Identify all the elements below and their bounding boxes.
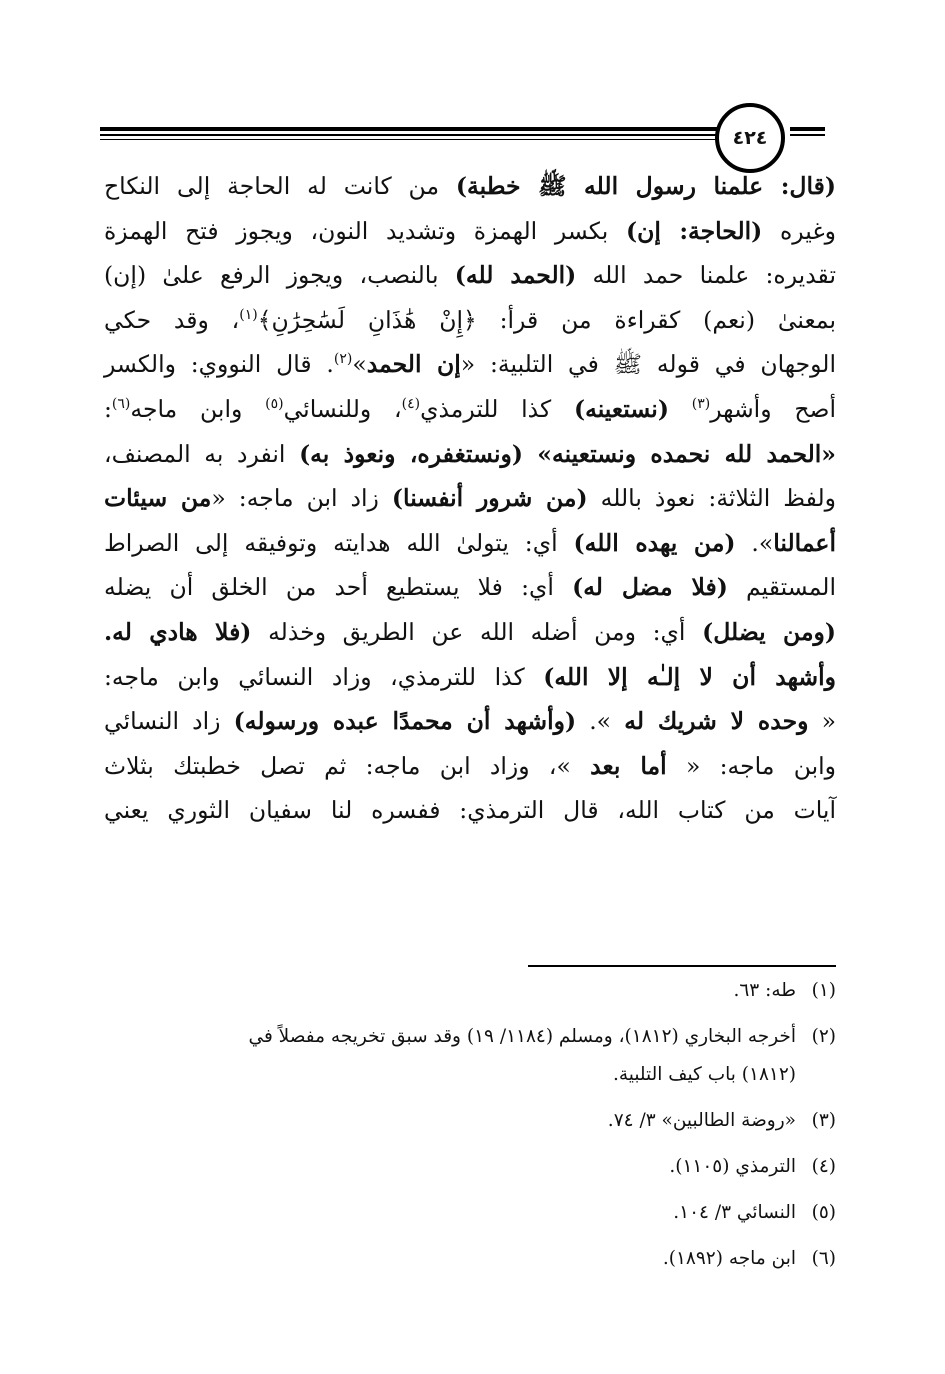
body-line <box>104 342 836 387</box>
body-line <box>104 209 836 254</box>
text-run: من كانت له الحاجة إلى النكاح <box>104 172 456 200</box>
footnotes <box>100 972 836 1286</box>
header-rule-tail <box>790 127 825 131</box>
body-line <box>104 565 836 610</box>
body-line <box>104 253 836 298</box>
footnote-line: طه: ٦٣. <box>733 980 796 1001</box>
body-line <box>104 521 836 566</box>
bold-text-run: وأشهد أن لا إلـٰه إلا الله) <box>543 662 837 691</box>
text-run: كذا للترمذي، وزاد النسائي وابن ماجه: <box>104 662 544 691</box>
footnote-text <box>100 972 796 1010</box>
header-rule-tail <box>790 134 825 136</box>
body-line <box>104 788 836 833</box>
body-line <box>104 476 836 521</box>
footnote-number: (٣) <box>811 1110 836 1131</box>
bold-text-run: أما بعد <box>590 751 667 780</box>
text-run: بمعنىٰ (نعم) كقراءة من قرأ: ﴿إِنْ هَٰذَانِ لَسَٰحِرَٰنِ﴾ <box>257 305 836 334</box>
bold-text-run: (من يهده الله) <box>573 528 736 557</box>
bold-text-run: من سيئات <box>104 484 212 513</box>
footnote-text <box>100 1148 796 1186</box>
footnote-item <box>100 972 836 1010</box>
footnote-item <box>100 1018 836 1094</box>
text-run: تقديره: علمنا حمد الله <box>576 261 836 290</box>
text-run: أي: فلا يستطيع أحد من الخلق أن يضله <box>104 573 573 602</box>
text-run: « <box>808 707 836 736</box>
footnote-number: (٦) <box>811 1248 836 1269</box>
footnote-item <box>100 1194 836 1232</box>
text-run: أصح وأشهر <box>710 394 836 423</box>
body-line <box>104 655 836 700</box>
footnote-text <box>100 1240 796 1278</box>
body-line <box>104 432 836 477</box>
text-run: بالنصب، ويجوز الرفع علىٰ (إن) <box>104 261 455 290</box>
bold-text-run: «الحمد لله نحمده ونستعينه» (ونستغفره، ونعوذ به) <box>299 439 836 468</box>
text-run: ». <box>735 528 774 557</box>
footnote-number: (٤) <box>811 1156 836 1177</box>
header-rule <box>100 139 720 140</box>
text-run: أي: ومن أضله الله عن الطريق وخذله <box>251 617 703 646</box>
page-header <box>100 100 825 170</box>
text-run: المستقيم <box>727 573 836 602</box>
bold-text-run: (ومن يضلل) <box>702 617 837 646</box>
text-run: . قال النووي: والكسر <box>104 350 334 379</box>
footnote-text <box>100 1194 796 1232</box>
bold-text-run: (فلا مضل له) <box>572 573 728 602</box>
footnote-separator <box>528 965 836 967</box>
footnote-reference: (٤) <box>401 396 421 413</box>
bold-text-run: (نستعينه) <box>573 394 669 423</box>
footnote-reference: (٢) <box>333 351 353 368</box>
footnote-text <box>100 1018 796 1094</box>
text-run: زاد النسائي <box>104 707 234 736</box>
main-body-text <box>104 164 836 833</box>
footnote-number: (٢) <box>811 1026 836 1047</box>
footnote-item <box>100 1102 836 1140</box>
body-line <box>104 164 836 209</box>
bold-text-run: وحده لا شريك له <box>624 707 809 736</box>
footnote-reference: (٦) <box>111 396 131 413</box>
footnote-item <box>100 1240 836 1278</box>
footnote-reference: (١) <box>239 306 258 323</box>
text-run: »، وزاد ابن ماجه: ثم تصل خطبتك بثلاث <box>104 751 591 780</box>
footnote-number: (٥) <box>811 1202 836 1223</box>
text-run: وابن ماجه: « <box>666 751 837 780</box>
text-run: زاد ابن ماجه: « <box>211 484 392 513</box>
footnote-line: ابن ماجه (١٨٩٢). <box>662 1248 796 1269</box>
footnote-line: «روضة الطالبين» ٣/ ٧٤. <box>607 1110 796 1131</box>
text-run: ، وللنسائي <box>283 394 402 423</box>
body-line <box>104 744 836 789</box>
bold-text-run: (الحمد لله) <box>454 261 577 290</box>
text-run <box>669 395 692 423</box>
body-line <box>104 699 836 744</box>
text-run: أي: يتولىٰ الله هدايته وتوفيقه إلى الصراط <box>104 528 574 557</box>
bold-text-run: أعمالنا <box>773 528 836 557</box>
text-run: آيات من كتاب الله، قال الترمذي: ففسره لنا سفيان الثوري يعني <box>104 796 836 825</box>
footnote-line: (١٨١٢) باب كيف التلبية. <box>612 1064 796 1085</box>
footnote-number: (١) <box>811 980 836 1001</box>
text-run: : <box>104 394 112 423</box>
text-run: ولفظ الثلاثة: نعوذ بالله <box>587 484 836 513</box>
text-run: » <box>352 350 367 379</box>
page-number: ٤٢٤ <box>715 103 785 173</box>
bold-text-run: (فلا هادي له. <box>104 617 252 646</box>
body-line <box>104 610 836 655</box>
body-line <box>104 387 836 432</box>
text-run: ». <box>576 707 625 736</box>
text-run: وغيره <box>762 216 836 245</box>
footnote-item <box>100 1148 836 1186</box>
bold-text-run: إن الحمد <box>366 350 461 379</box>
bold-text-run: (قال: علمنا رسول الله ﷺ خطبة) <box>455 172 836 200</box>
bold-text-run: (الحاجة: إن) <box>626 216 763 245</box>
bold-text-run: (وأشهد أن محمدًا عبده ورسوله) <box>233 707 577 736</box>
text-run: كذا للترمذي <box>420 394 574 423</box>
text-run: الوجهان في قوله ﷺ في التلبية: « <box>460 350 836 379</box>
footnote-line: النسائي ٣/ ١٠٤. <box>673 1202 796 1223</box>
header-rule <box>100 127 720 131</box>
text-run: وابن ماجه <box>130 394 266 423</box>
text-run: بكسر الهمزة وتشديد النون، ويجوز فتح الهمزة <box>104 216 627 245</box>
header-rule <box>100 134 720 136</box>
body-line <box>104 298 836 343</box>
footnote-reference: (٣) <box>691 396 711 413</box>
text-run: ، وقد حكي <box>104 305 240 334</box>
bold-text-run: (من شرور أنفسنا) <box>391 484 588 513</box>
footnote-line: أخرجه البخاري (١٨١٢)، ومسلم (١١٨٤/ ١٩) وقد سبق تخريجه مفصلاً في <box>248 1026 796 1047</box>
text-run: انفرد به المصنف، <box>104 439 300 468</box>
footnote-text <box>100 1102 796 1140</box>
footnote-line: الترمذي (١١٠٥). <box>669 1156 796 1177</box>
footnote-reference: (٥) <box>265 396 284 413</box>
